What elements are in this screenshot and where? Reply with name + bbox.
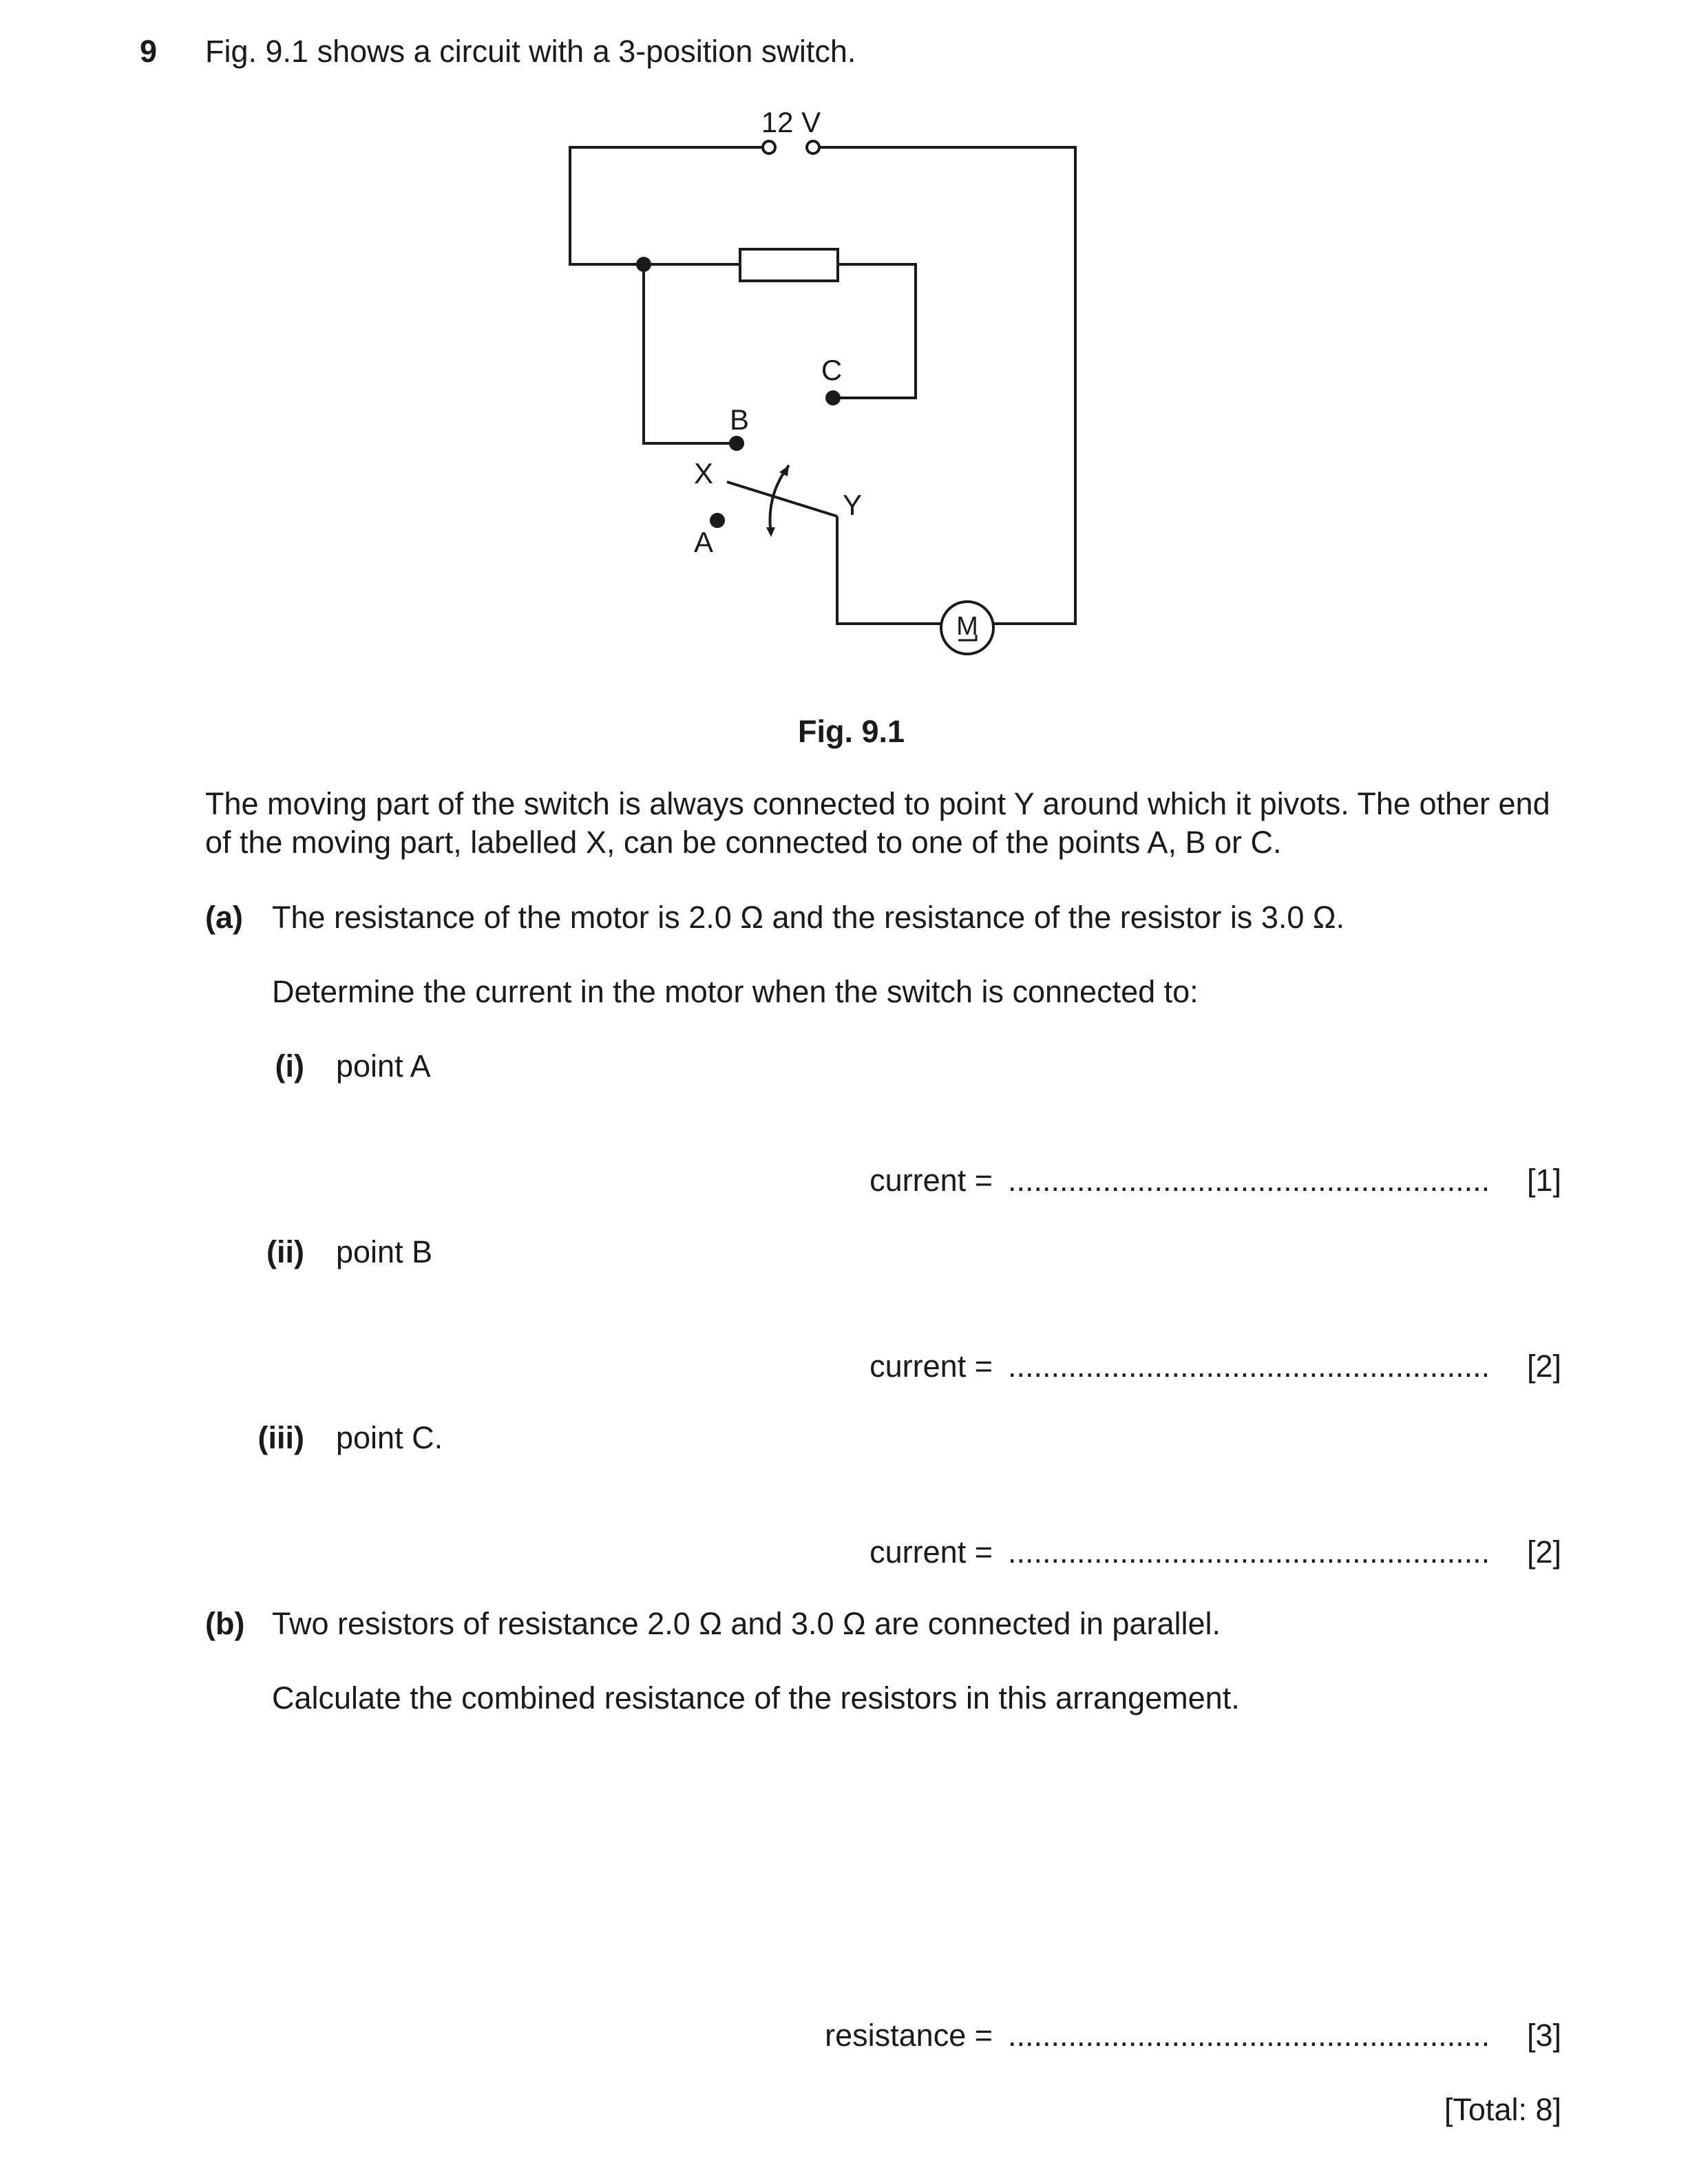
switch-lever bbox=[727, 482, 837, 516]
wire-top-right bbox=[819, 147, 1075, 624]
label-a: A bbox=[693, 526, 714, 558]
item-ii-label: (ii) bbox=[266, 1234, 304, 1269]
arrowhead-down-icon bbox=[766, 527, 775, 537]
label-b: B bbox=[729, 403, 750, 436]
total-marks: [Total: 8] bbox=[1444, 2092, 1561, 2127]
question-number: 9 bbox=[140, 34, 158, 69]
item-i-marks: [1] bbox=[1526, 1163, 1561, 1198]
part-b-answer-label: resistance = bbox=[825, 2018, 993, 2053]
wire-resistor-to-c bbox=[833, 264, 916, 398]
junction-dot bbox=[636, 257, 651, 272]
wire-y-to-motor bbox=[837, 516, 940, 624]
question-intro: Fig. 9.1 shows a circuit with a 3-position switch. bbox=[205, 34, 856, 69]
part-a-instruction: Determine the current in the motor when the switch is connected to: bbox=[272, 974, 1199, 1009]
contact-b-dot bbox=[729, 436, 744, 451]
item-iii-text: point C. bbox=[336, 1420, 443, 1455]
figure-caption: Fig. 9.1 bbox=[798, 714, 905, 749]
contact-c-dot bbox=[825, 390, 841, 405]
label-c: C bbox=[821, 354, 843, 386]
wire-top-left bbox=[570, 147, 763, 264]
part-b-answer-line[interactable]: ........................................................ bbox=[1008, 2018, 1490, 2053]
motor-label: M bbox=[956, 612, 978, 641]
description-paragraph: The moving part of the switch is always connected to point Y around which it pivots. The other end of the moving part, labelled X, can be connected to one of the points A, B or C. bbox=[205, 786, 1550, 860]
wire-to-b bbox=[644, 264, 737, 443]
resistor bbox=[740, 249, 838, 281]
item-i-text: point A bbox=[336, 1048, 431, 1084]
item-ii-answer-line[interactable]: ........................................................ bbox=[1008, 1349, 1490, 1384]
circuit-diagram bbox=[0, 0, 1708, 688]
item-iii-label: (iii) bbox=[257, 1420, 304, 1455]
label-y: Y bbox=[842, 489, 863, 521]
item-ii-answer-label: current = bbox=[869, 1349, 993, 1384]
item-i-label: (i) bbox=[275, 1048, 304, 1084]
supply-terminal-right bbox=[807, 141, 819, 154]
part-b-instruction: Calculate the combined resistance of the resistors in this arrangement. bbox=[272, 1680, 1240, 1715]
part-a-text: The resistance of the motor is 2.0 Ω and the resistance of the resistor is 3.0 Ω. bbox=[272, 900, 1345, 935]
item-i-answer-line[interactable]: ........................................................ bbox=[1008, 1163, 1490, 1198]
item-ii-text: point B bbox=[336, 1234, 433, 1269]
item-ii-marks: [2] bbox=[1526, 1349, 1561, 1384]
part-b-text: Two resistors of resistance 2.0 Ω and 3.0 Ω are connected in parallel. bbox=[272, 1606, 1221, 1641]
supply-terminal-left bbox=[763, 141, 775, 154]
part-b-marks: [3] bbox=[1526, 2018, 1561, 2053]
part-a-label: (a) bbox=[205, 900, 243, 935]
item-i-answer-label: current = bbox=[869, 1163, 993, 1198]
label-x: X bbox=[693, 457, 714, 489]
part-b-label: (b) bbox=[205, 1606, 245, 1641]
supply-label: 12 V bbox=[761, 106, 821, 138]
item-iii-marks: [2] bbox=[1526, 1534, 1561, 1570]
item-iii-answer-line[interactable]: ........................................................ bbox=[1008, 1534, 1490, 1570]
item-iii-answer-label: current = bbox=[869, 1534, 993, 1570]
